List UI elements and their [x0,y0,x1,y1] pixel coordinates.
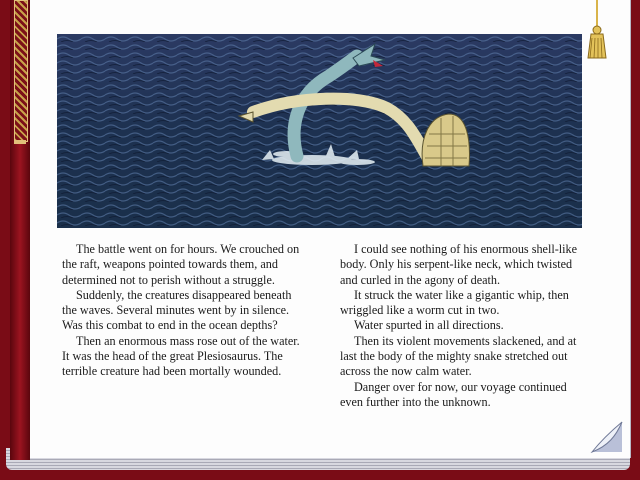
tassel-bookmark-icon[interactable] [586,0,608,66]
story-paragraph: It struck the water like a gigantic whip, then wriggled like a worm cut in two. [340,287,569,318]
story-illustration [57,34,582,228]
story-paragraph: The battle went on for hours. We crouched on the raft, weapons pointed towards them, and determined not to perish without a struggle. [62,242,300,287]
spine-ornament-end [14,140,26,144]
story-paragraph: Then an enormous mass rose out of the water. It was the head of the great Plesiosaurus. The terrible creature had been mortally wounded. [62,333,300,379]
story-paragraph: Danger over for now, our voyage continued even further into the unknown. [340,379,567,409]
plesiosaurus-battle-illustration [57,34,582,228]
spine-ornament [14,0,28,142]
story-text [62,242,580,442]
story-column-right [340,242,580,410]
story-column-left [62,242,302,380]
page-curl-icon[interactable] [590,418,624,454]
story-paragraph: Suddenly, the creatures disappeared beneath the waves. Several minutes went by in silence. Was this combat to end in the ocean depths? [62,287,292,333]
story-paragraph: I could see nothing of his enormous shell-like body. Only his serpent-like neck, which twisted and curled in the agony of death. [340,242,578,287]
story-paragraph: Then its violent movements slackened, and at last the body of the mighty snake stretched out across the now calm water. [340,333,577,379]
story-paragraph: Water spurted in all directions. [354,318,504,333]
